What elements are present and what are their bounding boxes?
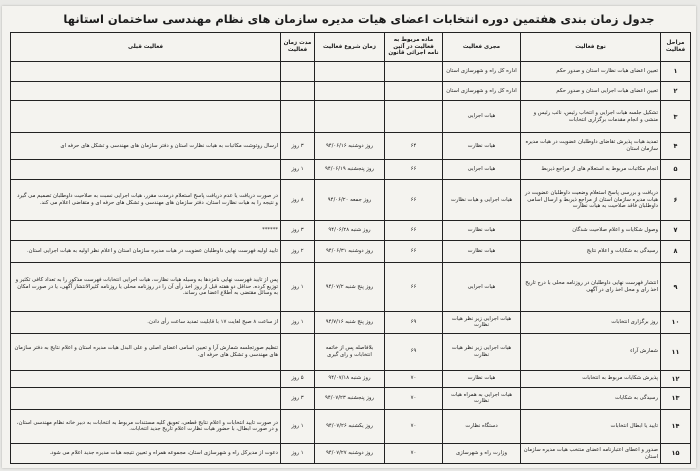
row-activity-type: تشکیل جلسه هیات اجرایی و انتخاب رئیس، نائب رئیس و منشی و انجام مقدمات برگزاری انتخابات (521, 101, 661, 133)
row-previous-activity: در صورت تایید انتخابات و اعلام نتایج قطعی، تعویق کلیه مستندات مربوط به انتخابات به دبیر خانه نظام مهندسی استان، و در صورت ابطال، با حضور هیات نظارت اعلام تاریخ جدید انتخابات. (11, 409, 281, 443)
document-title: جدول زمان بندی هفتمین دوره انتخابات اعضای هیات مدیره سازمان های نظام مهندسی ساختمان استانها (63, 12, 655, 26)
table-row (11, 62, 691, 82)
table-row (11, 370, 691, 387)
row-activity-type: وصول شکایات و اعلام صلاحیت شدگان (521, 221, 661, 241)
row-article: ۶۹ (385, 311, 443, 333)
header-prev: فعالیت قبلی (11, 33, 281, 62)
table-row (11, 387, 691, 409)
row-start-time: روز دوشنبه ۹۴/۰۶/۱۶ (315, 133, 385, 160)
row-activity-type: تعیین اعضای هیات نظارت استان و صدور حکم (521, 62, 661, 82)
row-activity-type: دریافت و بررسی پاسخ استعلام وضعیت داوطلبان عضویت در هیات مدیره سازمان استان از مراجع ذیربط و ارسال اسامی داوطلبان فاقد صلاحیت به هیات نظارت (521, 179, 661, 221)
row-agent: هیات اجرایی زیر نظر هیات نظارت (443, 333, 521, 370)
row-article: ۷۰ (385, 387, 443, 409)
row-agent: هیات اجرایی زیر نظر هیات نظارت (443, 311, 521, 333)
row-activity-type: شمارش آراء (521, 333, 661, 370)
row-article: ۶۶ (385, 221, 443, 241)
row-duration: ۲ روز (281, 240, 315, 262)
row-duration: ۱ روز (281, 409, 315, 443)
row-stage-number: ۲ (661, 81, 691, 101)
header-duration: مدت زمان فعالیت (281, 33, 315, 62)
row-activity-type: صدور و اعطای اعتبارنامه اعضای منتخب هیات مدیره سازمان استان (521, 444, 661, 464)
row-agent: اداره کل راه و شهرسازی استان (443, 62, 521, 82)
table-row (11, 179, 691, 221)
table-header-row (11, 33, 691, 62)
row-duration: ۱ روز (281, 311, 315, 333)
row-duration (281, 62, 315, 82)
row-stage-number: ۷ (661, 221, 691, 241)
row-activity-type: تعیین اعضای هیات اجرایی استان و صدور حکم (521, 81, 661, 101)
row-stage-number: ۱۵ (661, 444, 691, 464)
row-activity-type: روز برگزاری انتخابات (521, 311, 661, 333)
row-article: ۶۴ (385, 133, 443, 160)
row-stage-number: ۱۲ (661, 370, 691, 387)
row-previous-activity: ****** (11, 221, 281, 241)
row-previous-activity: پس از تایید فهرست نهایی نامزدها به وسیله هیات نظارت، هیات اجرایی انتخابات فهرست مذکور را به تعداد کافی تکثیر و توزیع کرده، حداقل دو هفته قبل از روز اخذ رأی آن را در روزنامه محلی یا روزنامه کثیرالانتشار آگهی، یا در صورت امکان به وسائل مقتضی به اطلاع اعضا می رساند. (11, 262, 281, 311)
row-duration: ۳ روز (281, 133, 315, 160)
table-row (11, 221, 691, 241)
row-agent: هیات اجرایی و هیات نظارت (443, 179, 521, 221)
row-start-time: روز پنج شنبه ۹۴/۷/۱۶ (315, 311, 385, 333)
row-article: ۷۰ (385, 444, 443, 464)
row-article: ۶۶ (385, 159, 443, 179)
row-article: ۶۶ (385, 240, 443, 262)
table-row (11, 133, 691, 160)
row-stage-number: ۱۱ (661, 333, 691, 370)
table-row (11, 240, 691, 262)
row-duration: ۳ روز (281, 387, 315, 409)
row-start-time (315, 101, 385, 133)
table-row (11, 311, 691, 333)
row-agent: هیات اجرایی (443, 159, 521, 179)
row-start-time: روز پنجشنبه ۹۴/۰۷/۲۳ (315, 387, 385, 409)
row-agent: هیات نظارت (443, 240, 521, 262)
row-stage-number: ۸ (661, 240, 691, 262)
row-start-time: روز شنبه ۹۴/۰۷/۱۸ (315, 370, 385, 387)
row-activity-type: انجام مکاتبات مربوط به استعلام های از مراجع ذیربط (521, 159, 661, 179)
row-start-time (315, 62, 385, 82)
row-duration (281, 333, 315, 370)
row-previous-activity: دعوت از مدیرکل راه و شهرسازی استان، مجموعه همراه و تعیین نتیجه هیات مدیره جدید اعلام می شود. (11, 444, 281, 464)
row-previous-activity: تنظیم صورتجلسه شمارش آرا و تعیین اسامی اعضای اصلی و علی البدل هیات مدیره استان و اعلام نتایج به دفتر سازمان های مهندسی و تشکل های حرفه ای. (11, 333, 281, 370)
header-stage: مراحل فعالیت (661, 33, 691, 62)
row-activity-type: رسیدگی به شکایات و اعلام نتایج (521, 240, 661, 262)
row-previous-activity (11, 81, 281, 101)
row-stage-number: ۴ (661, 133, 691, 160)
row-duration: ۸ روز (281, 179, 315, 221)
row-start-time: روز دوشنبه ۹۴/۰۶/۳۱ (315, 240, 385, 262)
row-duration: ۱ روز (281, 159, 315, 179)
row-article: ۶۹ (385, 333, 443, 370)
header-start: زمان شروع فعالیت (315, 33, 385, 62)
table-row (11, 333, 691, 370)
row-activity-type: تایید یا ابطال انتخابات (521, 409, 661, 443)
row-agent: هیات اجرایی (443, 101, 521, 133)
row-stage-number: ۱۳ (661, 387, 691, 409)
row-previous-activity: تایید اولیه فهرست نهایی داوطلبان عضویت در هیات مدیره سازمان استان و اعلام نظر اولیه به هیات اجرایی استان. (11, 240, 281, 262)
row-stage-number: ۹ (661, 262, 691, 311)
row-start-time: بلافاصله پس از خاتمه انتخابات و رای گیری (315, 333, 385, 370)
row-agent: هیات اجرایی (443, 262, 521, 311)
row-activity-type: پذیرش شکایات مربوط به انتخابات (521, 370, 661, 387)
row-stage-number: ۱ (661, 62, 691, 82)
row-activity-type: رسیدگی به شکایات (521, 387, 661, 409)
row-start-time (315, 81, 385, 101)
header-type: نوع فعالیت (521, 33, 661, 62)
row-stage-number: ۳ (661, 101, 691, 133)
row-previous-activity: ارسال روتوشت مکاتبات به هیات نظارت استان و دفتر سازمان های مهندسی و تشکل های حرفه ای (11, 133, 281, 160)
row-duration (281, 81, 315, 101)
row-duration: ۳ روز (281, 221, 315, 241)
table-row (11, 101, 691, 133)
row-previous-activity (11, 159, 281, 179)
row-start-time: روز شنبه ۹۴/۰۶/۲۸ (315, 221, 385, 241)
table-row (11, 444, 691, 464)
header-agent: مجری فعالیت (443, 33, 521, 62)
row-activity-type: تمدید هیات پذیرش تقاضای داوطلبان عضویت در هیات مدیره سازمان استان (521, 133, 661, 160)
row-agent: هیات اجرایی به همراه هیات نظارت (443, 387, 521, 409)
row-article (385, 62, 443, 82)
row-start-time: روز پنجشنبه ۹۴/۰۶/۱۹ (315, 159, 385, 179)
row-article: ۷۰ (385, 409, 443, 443)
header-article: ماده مربوط به فعالیت در آئین نامه اجرائی قانون (385, 33, 443, 62)
row-previous-activity (11, 370, 281, 387)
row-duration: ۱ روز (281, 262, 315, 311)
row-duration (281, 101, 315, 133)
table-row (11, 409, 691, 443)
row-article (385, 81, 443, 101)
row-article: ۶۶ (385, 262, 443, 311)
row-duration: ۱ روز (281, 444, 315, 464)
row-article: ۶۶ (385, 179, 443, 221)
table-row (11, 81, 691, 101)
row-start-time: روز پنج شنبه ۹۴/۰۷/۲ (315, 262, 385, 311)
row-previous-activity (11, 387, 281, 409)
row-stage-number: ۱۰ (661, 311, 691, 333)
row-stage-number: ۱۴ (661, 409, 691, 443)
row-start-time: روز یکشنبه ۹۴/۰۷/۲۶ (315, 409, 385, 443)
scanned-document (2, 6, 696, 468)
row-stage-number: ۶ (661, 179, 691, 221)
schedule-table (10, 32, 691, 464)
row-start-time: روز دوشنبه ۹۴/۰۷/۲۷ (315, 444, 385, 464)
table-row (11, 262, 691, 311)
row-activity-type: انتشار فهرست نهایی داوطلبان در روزنامه محلی با درج تاریخ اخذ رای و محل اخذ رای در آگهی (521, 262, 661, 311)
row-agent: دستگاه نظارت (443, 409, 521, 443)
row-article (385, 101, 443, 133)
table-row (11, 159, 691, 179)
row-previous-activity (11, 62, 281, 82)
row-article: ۷۰ (385, 370, 443, 387)
row-start-time: روز جمعه ۹۴/۰۶/۲۰ (315, 179, 385, 221)
row-agent: وزارت راه و شهرسازی (443, 444, 521, 464)
row-previous-activity: در صورت دریافت یا عدم دریافت پاسخ استعلام درمدت مقرر، هیات اجرایی نسبت به صلاحیت داوطلبان تصمیم می گیرد و نتیجه را به هیات نظارت استان، دفتر سازمان های مهندسی و تشکل های حرفه ای و متقاضی اعلام می کند. (11, 179, 281, 221)
row-previous-activity: از ساعت ۸ صبح لغایت ۱۷ با قابلیت تمدید ساعت رأی دادن. (11, 311, 281, 333)
row-agent: هیات نظارت (443, 133, 521, 160)
row-previous-activity (11, 101, 281, 133)
row-agent: اداره کل راه و شهرسازی استان (443, 81, 521, 101)
row-agent: هیات نظارت (443, 221, 521, 241)
row-duration: ۵ روز (281, 370, 315, 387)
row-stage-number: ۵ (661, 159, 691, 179)
row-agent: هیات نظارت (443, 370, 521, 387)
